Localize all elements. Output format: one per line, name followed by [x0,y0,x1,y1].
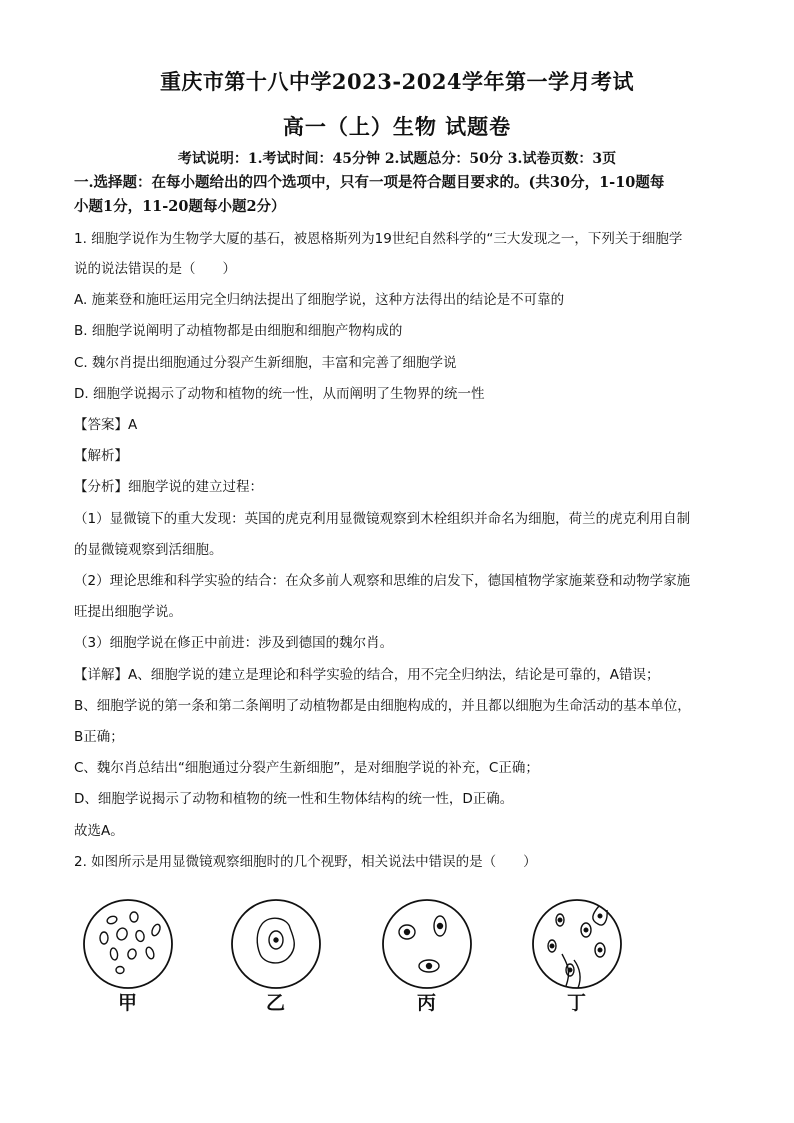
q1-analysis-line2: （1）显微镜下的重大发现：英国的虎克利用显微镜观察到木栓组织并命名为细胞，荷兰的虎克利用自制 [74,511,691,527]
q1-detail-line4: C、魏尔肖总结出“细胞通过分裂产生新细胞”，是对细胞学说的补充，C正确； [74,760,539,776]
section-heading-line1: 一.选择题：在每小题给出的四个选项中，只有一项是符合题目要求的。(共30分，1-10题每 [74,174,665,191]
q1-detail-line3: B正确； [74,729,124,745]
q1-analysis-line6: （3）细胞学说在修正中前进：涉及到德国的魏尔肖。 [74,635,394,651]
q1-option-d: D. 细胞学说揭示了动物和植物的统一性，从而阐明了生物界的统一性 [74,386,485,402]
view-bing [383,900,471,988]
q2-stem: 2. 如图所示是用显微镜观察细胞时的几个视野，相关说法中错误的是（ ） [74,854,537,870]
exam-title: 重庆市第十八中学2023-2024学年第一学月考试 [159,69,635,94]
q1-analysis-line5: 旺提出细胞学说。 [74,604,182,620]
view-yi [232,900,320,988]
q1-analysis-line1: 【分析】细胞学说的建立过程： [74,479,263,495]
q1-option-c: C. 魏尔肖提出细胞通过分裂产生新细胞，丰富和完善了细胞学说 [74,355,457,371]
exam-instructions: 考试说明：1.考试时间：45分钟 2.试题总分：50分 3.试卷页数：3页 [177,151,617,167]
q1-detail-line5: D、细胞学说揭示了动物和植物的统一性和生物体结构的统一性，D正确。 [74,791,514,807]
label-bing: 丙 [417,992,437,1014]
q1-choose: 故选A。 [74,823,124,839]
q1-option-b: B. 细胞学说阐明了动植物都是由细胞和细胞产物构成的 [74,323,403,339]
section-heading-line2: 小题1分，11-20题每小题2分） [74,198,286,215]
q1-analysis-line3: 的显微镜观察到活细胞。 [74,542,223,558]
label-yi: 乙 [266,992,286,1014]
view-jia [84,900,172,988]
q1-answer: 【答案】A [74,417,138,433]
q1-detail-line2: B、细胞学说的第一条和第二条阐明了动植物都是由细胞构成的，并且都以细胞为生命活动的基本单位， [74,698,691,714]
q1-option-a: A. 施莱登和施旺运用完全归纳法提出了细胞学说，这种方法得出的结论是不可靠的 [74,292,565,308]
q1-stem-line1: 1. 细胞学说作为生物学大厦的基石，被恩格斯列为19世纪自然科学的“三大发现之一，下列关于细胞学 [74,231,683,247]
q1-analysis-line4: （2）理论思维和科学实验的结合：在众多前人观察和思维的启发下，德国植物学家施莱登和动物学家施 [74,573,691,589]
q1-analysis-tag: 【解析】 [74,448,128,464]
view-ding [533,900,621,988]
q1-detail-line1: 【详解】A、细胞学说的建立是理论和科学实验的结合，用不完全归纳法，结论是可靠的，A错误； [74,667,660,683]
q1-stem-line2: 说的说法错误的是（ ） [74,261,236,277]
label-ding: 丁 [567,992,587,1014]
label-jia: 甲 [118,992,138,1014]
exam-subtitle: 高一（上）生物 试题卷 [282,114,512,139]
